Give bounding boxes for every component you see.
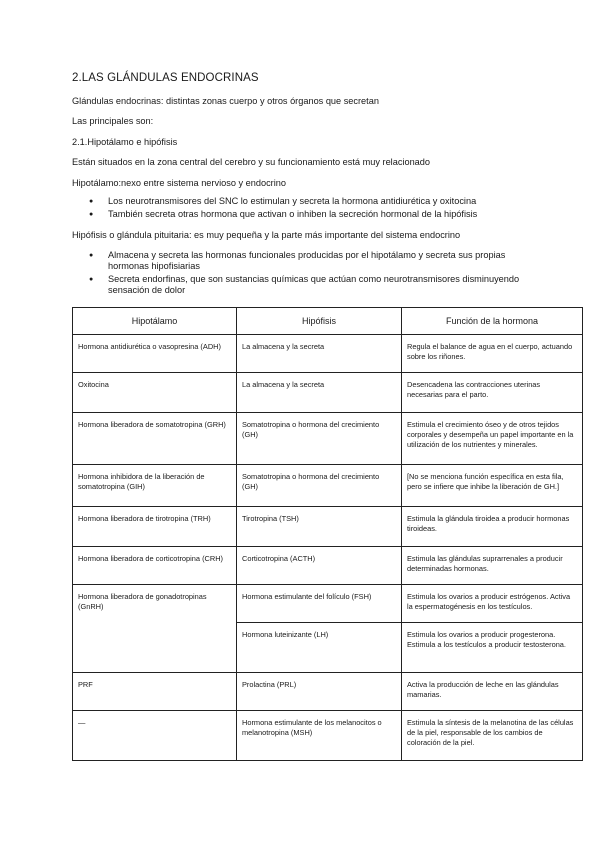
cell-hipofisis: La almacena y la secreta <box>237 335 402 373</box>
column-header-hipofisis: Hipófisis <box>237 308 402 335</box>
table-row <box>73 711 583 761</box>
column-header-funcion: Función de la hormona <box>402 308 583 335</box>
cell-funcion: Desencadena las contracciones uterinas necesarias para el parto. <box>402 373 583 413</box>
cell-hipotalamo: Hormona liberadora de somatotropina (GRH) <box>73 413 237 465</box>
cell-funcion: Estimula los ovarios a producir estrógenos. Activa la espermatogénesis en los testículos. <box>402 585 583 623</box>
cell-hipotalamo: Hormona inhibidora de la liberación de somatotropina (GIH) <box>73 465 237 507</box>
table-row <box>73 465 583 507</box>
hipofisis-definition: Hipófisis o glándula pituitaria: es muy pequeña y la parte más importante del sistema endocrino <box>72 230 461 240</box>
list-item: ● También secreta otras hormona que activan o inhiben la secreción hormonal de la hipófisis <box>72 209 572 220</box>
hipofisis-bullet-list <box>72 250 542 298</box>
cell-hipofisis: Hormona estimulante de los melanocitos o melanotropina (MSH) <box>237 711 402 761</box>
cell-hipofisis: Somatotropina o hormona del crecimiento (GH) <box>237 465 402 507</box>
list-item: ● Secreta endorfinas, que son sustancias químicas que actúan como neurotransmisores disminuyendo sensación de dolor <box>72 274 542 296</box>
table-row <box>73 507 583 547</box>
cell-hipofisis: Tirotropina (TSH) <box>237 507 402 547</box>
list-item: ● Los neurotransmisores del SNC lo estimulan y secreta la hormona antidiurética y oxitocina <box>72 196 572 207</box>
table-header-row <box>73 308 583 335</box>
table-row <box>73 413 583 465</box>
hipotalamo-definition: Hipotálamo:nexo entre sistema nervioso y endocrino <box>72 178 286 188</box>
table-row <box>73 373 583 413</box>
cell-hipofisis: Hormona estimulante del folículo (FSH) <box>237 585 402 623</box>
hipotalamo-bullet-list <box>72 196 572 222</box>
cell-hipotalamo: Hormona antidiurética o vasopresina (ADH) <box>73 335 237 373</box>
cell-hipotalamo: Hormona liberadora de tirotropina (TRH) <box>73 507 237 547</box>
principales-text: Las principales son: <box>72 116 154 126</box>
hormone-table <box>72 307 583 761</box>
cell-funcion: Estimula la síntesis de la melanotina de las células de la piel, responsable de los cambios de coloración de la piel. <box>402 711 583 761</box>
list-item: ● Almacena y secreta las hormonas funcionales producidas por el hipotálamo y secreta sus propias hormonas hipofisiarias <box>72 250 542 272</box>
cell-funcion: Estimula los ovarios a producir progesterona. Estimula a los testículos a producir testosterona. <box>402 623 583 673</box>
table-row <box>73 547 583 585</box>
cell-hipotalamo: Hormona liberadora de corticotropina (CRH) <box>73 547 237 585</box>
cell-hipotalamo: — <box>73 711 237 761</box>
cell-hipofisis: Corticotropina (ACTH) <box>237 547 402 585</box>
cell-funcion: Estimula el crecimiento óseo y de otros tejidos corporales y desempeña un papel importante en la utilización de los nutrientes y minerales. <box>402 413 583 465</box>
cell-hipofisis: Hormona luteinizante (LH) <box>237 623 402 673</box>
cell-funcion: [No se menciona función específica en esta fila, pero se infiere que inhibe la liberación de GH.] <box>402 465 583 507</box>
cell-hipotalamo: Oxitocina <box>73 373 237 413</box>
situados-text: Están situados en la zona central del cerebro y su funcionamiento está muy relacionado <box>72 157 431 167</box>
table-row <box>73 335 583 373</box>
table-row <box>73 673 583 711</box>
cell-funcion: Activa la producción de leche en las glándulas mamarias. <box>402 673 583 711</box>
cell-funcion: Regula el balance de agua en el cuerpo, actuando sobre los riñones. <box>402 335 583 373</box>
cell-hipofisis: Somatotropina o hormona del crecimiento (GH) <box>237 413 402 465</box>
cell-hipotalamo: Hormona liberadora de gonadotropinas (GnRH) <box>73 585 237 673</box>
cell-hipofisis: La almacena y la secreta <box>237 373 402 413</box>
cell-hipotalamo: PRF <box>73 673 237 711</box>
section-heading: 2.LAS GLÁNDULAS ENDOCRINAS <box>72 72 259 84</box>
column-header-hipotalamo: Hipotálamo <box>73 308 237 335</box>
cell-funcion: Estimula las glándulas suprarrenales a producir determinadas hormonas. <box>402 547 583 585</box>
subsection-heading: 2.1.Hipotálamo e hipófisis <box>72 137 178 147</box>
cell-funcion: Estimula la glándula tiroidea a producir hormonas tiroideas. <box>402 507 583 547</box>
intro-text: Glándulas endocrinas: distintas zonas cuerpo y otros órganos que secretan <box>72 96 379 106</box>
cell-hipofisis: Prolactina (PRL) <box>237 673 402 711</box>
table-row <box>73 585 583 623</box>
